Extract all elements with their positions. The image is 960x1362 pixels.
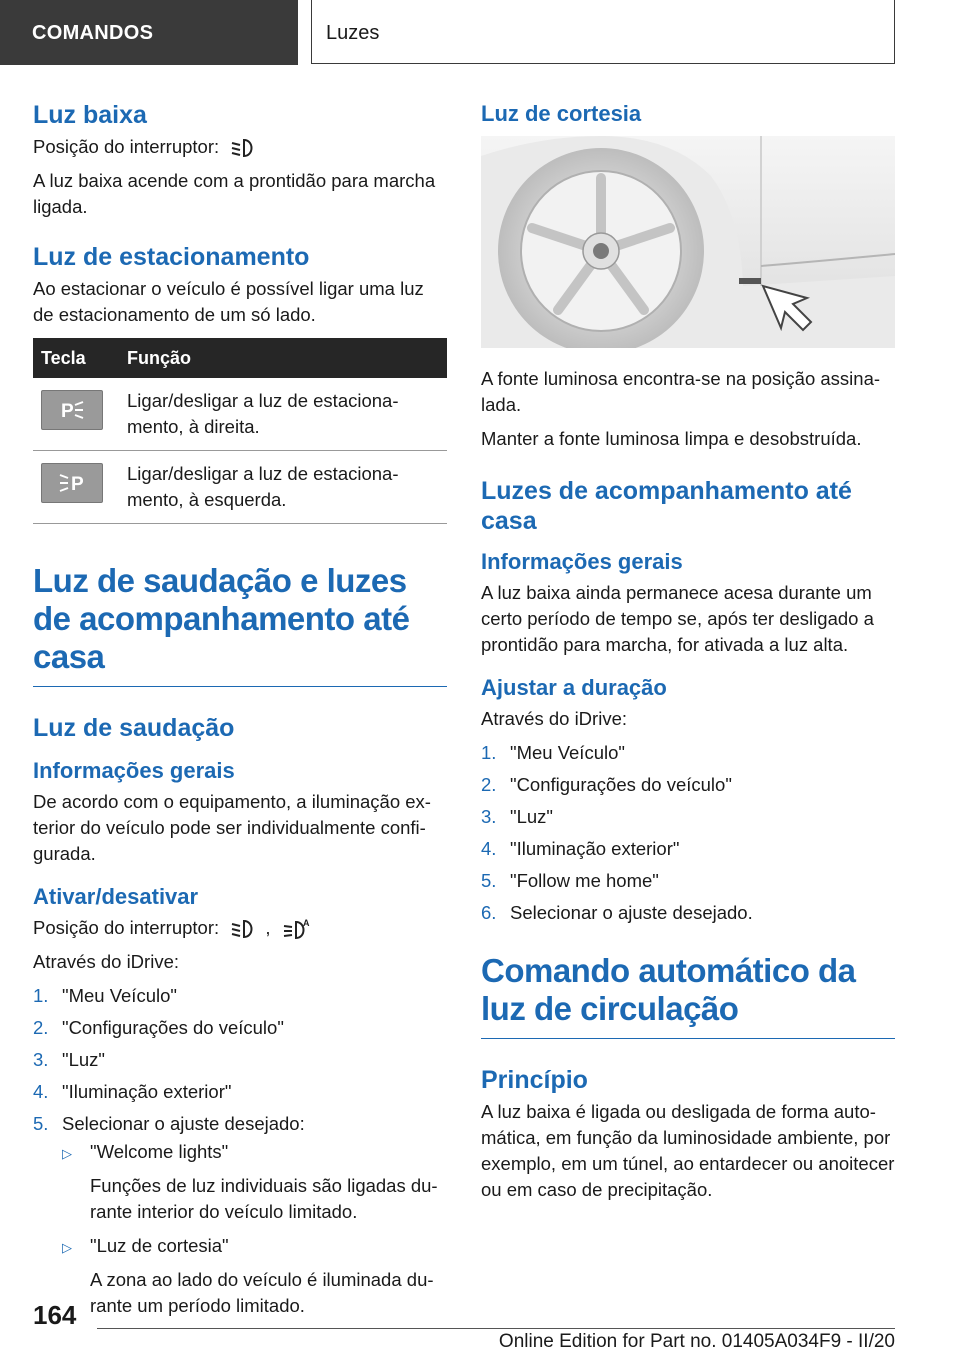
list-item: 3. "Luz" bbox=[481, 806, 553, 827]
courtesy-text-2: Manter a fonte luminosa limpa e desobstruída. bbox=[481, 428, 862, 449]
courtesy-title: Luz de cortesia bbox=[481, 101, 642, 126]
duration-title: Ajustar a duração bbox=[481, 675, 667, 700]
svg-text:P: P bbox=[71, 474, 84, 495]
low-beam-icon bbox=[230, 137, 260, 159]
parking-key-table bbox=[33, 338, 447, 524]
list-item: 5. "Follow me home" bbox=[481, 870, 659, 891]
welcome-via: Através do iDrive: bbox=[33, 951, 179, 973]
col-key: Tecla bbox=[33, 338, 119, 378]
footer-edition: Online Edition for Part no. 01405A034F9 - II/20 bbox=[498, 1331, 895, 1352]
principle-text: A luz baixa é ligada ou desligada de forma auto-mática, em função da luminosidade ambiente, por exemplo, em um túnel, ao entardecer ou anoitecer ou em caso de precipitação. bbox=[481, 1101, 895, 1200]
triangle-bullet-icon: ▷ bbox=[62, 1146, 72, 1162]
page-header bbox=[0, 0, 960, 66]
table-row bbox=[33, 451, 447, 524]
triangle-bullet-icon: ▷ bbox=[62, 1240, 72, 1256]
auto-headlight-icon bbox=[282, 917, 314, 941]
low-beam-icon bbox=[230, 918, 260, 940]
courtesy-text-1: A fonte luminosa encontra-se na posição assina-lada. bbox=[481, 368, 881, 415]
welcome-section-title: Luz de saudação e luzes de acompanhamento até casa bbox=[33, 562, 447, 687]
low-beam-text: A luz baixa acende com a prontidão para marcha ligada. bbox=[33, 170, 436, 217]
parking-right-button bbox=[41, 390, 103, 430]
list-item: ▷ "Welcome lights" Funções de luz individuais são ligadas du-rante interior do veículo limitado. bbox=[62, 1141, 438, 1223]
list-item: 6. Selecionar o ajuste desejado. bbox=[481, 902, 753, 923]
col-function: Função bbox=[119, 338, 447, 378]
activate-title: Ativar/desativar bbox=[33, 884, 199, 909]
table-row bbox=[33, 378, 447, 451]
svg-text:P: P bbox=[61, 401, 74, 422]
auto-title: Comando automático da luz de circulação bbox=[481, 952, 895, 1039]
header-topic: Luzes bbox=[311, 0, 895, 64]
duration-via: Através do iDrive: bbox=[481, 708, 627, 729]
follow-general-text: A luz baixa ainda permanece acesa durante um certo período de tempo se, após ter desligado a prontidão para marcha, for ativada a luz alta. bbox=[481, 582, 874, 655]
list-item: 2. "Configurações do veículo" bbox=[33, 1017, 284, 1039]
header-section: COMANDOS bbox=[0, 0, 298, 65]
svg-text:A: A bbox=[302, 918, 310, 929]
left-column bbox=[33, 100, 447, 1335]
activate-switch: Posição do interruptor: , A bbox=[33, 915, 447, 941]
parking-title: Luz de estacionamento bbox=[33, 243, 310, 271]
list-item: 2. "Configurações do veículo" bbox=[481, 774, 732, 795]
footer-divider bbox=[97, 1328, 895, 1329]
car-wheel-illustration bbox=[481, 136, 895, 348]
list-item: 1. "Meu Veículo" bbox=[481, 742, 625, 763]
parking-text: Ao estacionar o veículo é possível ligar uma luz de estacionamento de um só lado. bbox=[33, 278, 424, 325]
low-beam-switch: Posição do interruptor: bbox=[33, 134, 447, 160]
follow-title: Luzes de acompanhamento até casa bbox=[481, 477, 852, 535]
duration-steps bbox=[481, 740, 895, 926]
list-item: 4. "Iluminação exterior" bbox=[481, 838, 680, 859]
low-beam-title: Luz baixa bbox=[33, 101, 147, 129]
page-number: 164 bbox=[33, 1300, 77, 1330]
welcome-sub-list bbox=[62, 1139, 447, 1319]
welcome-steps bbox=[33, 983, 447, 1327]
principle-title: Princípio bbox=[481, 1066, 588, 1094]
parking-right-text: Ligar/desligar a luz de estaciona-mento, à direita. bbox=[119, 378, 447, 451]
courtesy-light-photo bbox=[481, 136, 895, 348]
list-item: 1. "Meu Veículo" bbox=[33, 985, 177, 1007]
list-item: ▷ "Luz de cortesia" A zona ao lado do veículo é iluminada du-rante um período limitado. bbox=[62, 1235, 434, 1317]
list-item: 3. "Luz" bbox=[33, 1049, 105, 1071]
parking-left-button bbox=[41, 463, 103, 503]
list-item: 4. "Iluminação exterior" bbox=[33, 1081, 232, 1103]
welcome-subtitle: Luz de saudação bbox=[33, 714, 235, 742]
right-column bbox=[481, 100, 895, 1211]
list-item: 5. Selecionar o ajuste desejado: ▷ "Welcome lights" Funções de luz individuais são ligadas du-rante interior do veículo limitado. ▷ "Luz de cortesia" A zona ao lado do veículo é iluminada du-rante um período limitado. bbox=[33, 1111, 447, 1327]
follow-general-title: Informações gerais bbox=[481, 549, 683, 574]
welcome-general-title: Informações gerais bbox=[33, 758, 235, 783]
parking-light-right-icon bbox=[52, 397, 92, 423]
parking-left-text: Ligar/desligar a luz de estaciona-mento, à esquerda. bbox=[119, 451, 447, 524]
welcome-general-text: De acordo com o equipamento, a iluminação ex-terior do veículo pode ser individualmente confi-gurada. bbox=[33, 791, 431, 864]
parking-light-left-icon bbox=[52, 470, 92, 496]
